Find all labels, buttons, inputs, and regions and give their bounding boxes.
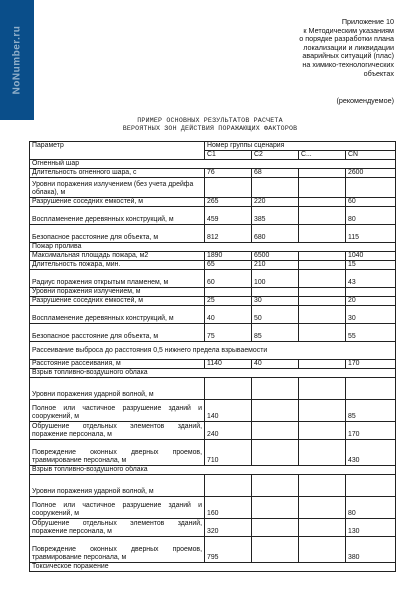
parameter-cell: Безопасное расстояние для объекта, м xyxy=(30,324,205,342)
appendix-line: о порядке разработки плана xyxy=(299,34,394,44)
value-cell: 75 xyxy=(205,324,252,342)
value-cell: 85 xyxy=(346,400,396,422)
table-row xyxy=(30,261,396,270)
value-cell: 430 xyxy=(346,440,396,466)
table-row xyxy=(30,288,396,297)
value-cell xyxy=(299,288,346,297)
value-cell: 210 xyxy=(252,261,299,270)
value-cell xyxy=(252,440,299,466)
value-cell xyxy=(346,475,396,497)
column-header: CN xyxy=(346,151,396,160)
value-cell xyxy=(252,288,299,297)
appendix-line: к Методическим указаниям xyxy=(303,25,394,35)
value-cell: 80 xyxy=(346,497,396,519)
watermark-banner xyxy=(0,0,34,120)
table-row xyxy=(30,169,396,178)
value-cell xyxy=(205,378,252,400)
results-table xyxy=(29,141,396,572)
table-row xyxy=(30,537,396,563)
section-label: Взрыв топливно-воздушного облака xyxy=(30,466,396,475)
value-cell: 240 xyxy=(205,422,252,440)
table-row xyxy=(30,360,396,369)
value-cell: 459 xyxy=(205,207,252,225)
parameter-cell: Радиус поражения открытым пламенем, м xyxy=(30,270,205,288)
section-row xyxy=(30,369,396,378)
param-header: Параметр xyxy=(30,142,205,160)
table-row xyxy=(30,270,396,288)
table-row xyxy=(30,207,396,225)
value-cell xyxy=(299,261,346,270)
value-cell: 40 xyxy=(205,306,252,324)
table-row xyxy=(30,519,396,537)
parameter-cell: Полное или частичное разрушение зданий и сооружений, м xyxy=(30,497,205,519)
table-row xyxy=(30,497,396,519)
document-title xyxy=(0,117,420,134)
value-cell xyxy=(252,497,299,519)
group-header: Номер группы сценария xyxy=(205,142,396,151)
section-row xyxy=(30,563,396,572)
value-cell: 68 xyxy=(252,169,299,178)
value-cell xyxy=(299,169,346,178)
value-cell xyxy=(252,422,299,440)
parameter-cell: Воспламенение деревянных конструкций, м xyxy=(30,306,205,324)
value-cell: 40 xyxy=(252,360,299,369)
parameter-cell: Обрушение отдельных элементов зданий, поражение персонала, м xyxy=(30,422,205,440)
table-row xyxy=(30,225,396,243)
value-cell xyxy=(299,270,346,288)
value-cell: 25 xyxy=(205,297,252,306)
value-cell: 15 xyxy=(346,261,396,270)
value-cell xyxy=(299,306,346,324)
section-row xyxy=(30,466,396,475)
value-cell xyxy=(299,297,346,306)
table-row xyxy=(30,306,396,324)
value-cell: 50 xyxy=(252,306,299,324)
table-row xyxy=(30,178,396,198)
table-row xyxy=(30,252,396,261)
watermark-text: NoNumber.ru xyxy=(11,25,23,95)
section-label: Токсическое поражение xyxy=(30,563,396,572)
section-label: Взрыв топливно-воздушного облака xyxy=(30,369,396,378)
parameter-cell: Длительность огненного шара, с xyxy=(30,169,205,178)
table-row xyxy=(30,422,396,440)
value-cell: 680 xyxy=(252,225,299,243)
section-label: Рассеивание выброса до расстояния 0,5 нижнего предела взрываемости xyxy=(30,342,396,360)
table-row xyxy=(30,297,396,306)
parameter-cell: Повреждение оконных дверных проемов, травмирование персонала, м xyxy=(30,440,205,466)
value-cell: 140 xyxy=(205,400,252,422)
title-line-1: ПРИМЕР ОСНОВНЫХ РЕЗУЛЬТАТОВ РАСЧЕТА xyxy=(137,117,283,124)
value-cell: 76 xyxy=(205,169,252,178)
appendix-line: на химико-технологических xyxy=(302,59,394,69)
value-cell: 1890 xyxy=(205,252,252,261)
value-cell xyxy=(299,440,346,466)
value-cell: 385 xyxy=(252,207,299,225)
value-cell: 60 xyxy=(346,198,396,207)
parameter-cell: Разрушение соседних емкостей, м xyxy=(30,297,205,306)
value-cell xyxy=(346,178,396,198)
parameter-cell: Разрушение соседних емкостей, м xyxy=(30,198,205,207)
value-cell xyxy=(299,360,346,369)
header-row xyxy=(30,142,396,151)
value-cell: 43 xyxy=(346,270,396,288)
value-cell: 100 xyxy=(252,270,299,288)
column-header: C2 xyxy=(252,151,299,160)
section-label: Пожар пролива xyxy=(30,243,396,252)
value-cell xyxy=(299,252,346,261)
parameter-cell: Уровни поражения излучением (без учета дрейфа облака), м xyxy=(30,178,205,198)
value-cell xyxy=(299,422,346,440)
value-cell xyxy=(252,519,299,537)
value-cell: 2600 xyxy=(346,169,396,178)
section-label: Огненный шар xyxy=(30,160,396,169)
value-cell: 812 xyxy=(205,225,252,243)
parameter-cell: Повреждение оконных дверных проемов, травмирование персонала, м xyxy=(30,537,205,563)
section-row xyxy=(30,243,396,252)
value-cell xyxy=(252,537,299,563)
value-cell: 380 xyxy=(346,537,396,563)
section-row xyxy=(30,160,396,169)
value-cell xyxy=(299,519,346,537)
value-cell xyxy=(299,324,346,342)
table-row xyxy=(30,378,396,400)
value-cell: 1140 xyxy=(205,360,252,369)
value-cell: 30 xyxy=(252,297,299,306)
value-cell: 130 xyxy=(346,519,396,537)
value-cell: 20 xyxy=(346,297,396,306)
value-cell: 710 xyxy=(205,440,252,466)
parameter-cell: Безопасное расстояние для объекта, м xyxy=(30,225,205,243)
column-header: C... xyxy=(299,151,346,160)
value-cell xyxy=(205,288,252,297)
parameter-cell: Длительность пожара, мин. xyxy=(30,261,205,270)
value-cell: 55 xyxy=(346,324,396,342)
value-cell xyxy=(205,475,252,497)
value-cell: 85 xyxy=(252,324,299,342)
value-cell xyxy=(299,497,346,519)
value-cell xyxy=(205,178,252,198)
value-cell xyxy=(299,400,346,422)
title-line-2: ВЕРОЯТНЫХ ЗОН ДЕЙСТВИЯ ПОРАЖАЮЩИХ ФАКТОРОВ xyxy=(122,125,298,133)
value-cell xyxy=(252,400,299,422)
value-cell xyxy=(252,378,299,400)
parameter-cell: Уровни поражения ударной волной, м xyxy=(30,475,205,497)
table-row xyxy=(30,475,396,497)
value-cell xyxy=(252,475,299,497)
value-cell xyxy=(299,207,346,225)
parameter-cell: Воспламенение деревянных конструкций, м xyxy=(30,207,205,225)
appendix-line: объектах xyxy=(363,68,394,78)
parameter-cell: Уровни поражения ударной волной, м xyxy=(30,378,205,400)
column-header: C1 xyxy=(205,151,252,160)
value-cell: 60 xyxy=(205,270,252,288)
table-row xyxy=(30,440,396,466)
appendix-line: аварийных ситуаций (плас) xyxy=(302,51,394,61)
value-cell: 795 xyxy=(205,537,252,563)
parameter-cell: Расстояние рассеивания, м xyxy=(30,360,205,369)
value-cell: 6500 xyxy=(252,252,299,261)
value-cell: 1040 xyxy=(346,252,396,261)
parameter-cell: Обрушение отдельных элементов зданий, поражение персонала, м xyxy=(30,519,205,537)
parameter-cell: Уровни поражения излучением, м xyxy=(30,288,205,297)
parameter-cell: Максимальная площадь пожара, м2 xyxy=(30,252,205,261)
value-cell xyxy=(299,537,346,563)
appendix-line: Приложение 10 xyxy=(341,17,394,26)
value-cell: 115 xyxy=(346,225,396,243)
table-row xyxy=(30,400,396,422)
table-row xyxy=(30,324,396,342)
table-row xyxy=(30,198,396,207)
value-cell: 320 xyxy=(205,519,252,537)
recommended-note: (рекомендуемое) xyxy=(336,96,394,105)
value-cell: 170 xyxy=(346,360,396,369)
value-cell: 65 xyxy=(205,261,252,270)
appendix-heading xyxy=(244,18,394,78)
value-cell xyxy=(299,378,346,400)
value-cell xyxy=(299,178,346,198)
section-row xyxy=(30,342,396,360)
value-cell xyxy=(299,225,346,243)
value-cell: 220 xyxy=(252,198,299,207)
value-cell: 170 xyxy=(346,422,396,440)
value-cell: 30 xyxy=(346,306,396,324)
value-cell xyxy=(346,378,396,400)
appendix-line: локализации и ликвидации xyxy=(303,42,394,52)
value-cell xyxy=(346,288,396,297)
value-cell xyxy=(299,475,346,497)
parameter-cell: Полное или частичное разрушение зданий и сооружений, м xyxy=(30,400,205,422)
value-cell: 160 xyxy=(205,497,252,519)
value-cell xyxy=(299,198,346,207)
value-cell: 80 xyxy=(346,207,396,225)
value-cell: 265 xyxy=(205,198,252,207)
value-cell xyxy=(252,178,299,198)
